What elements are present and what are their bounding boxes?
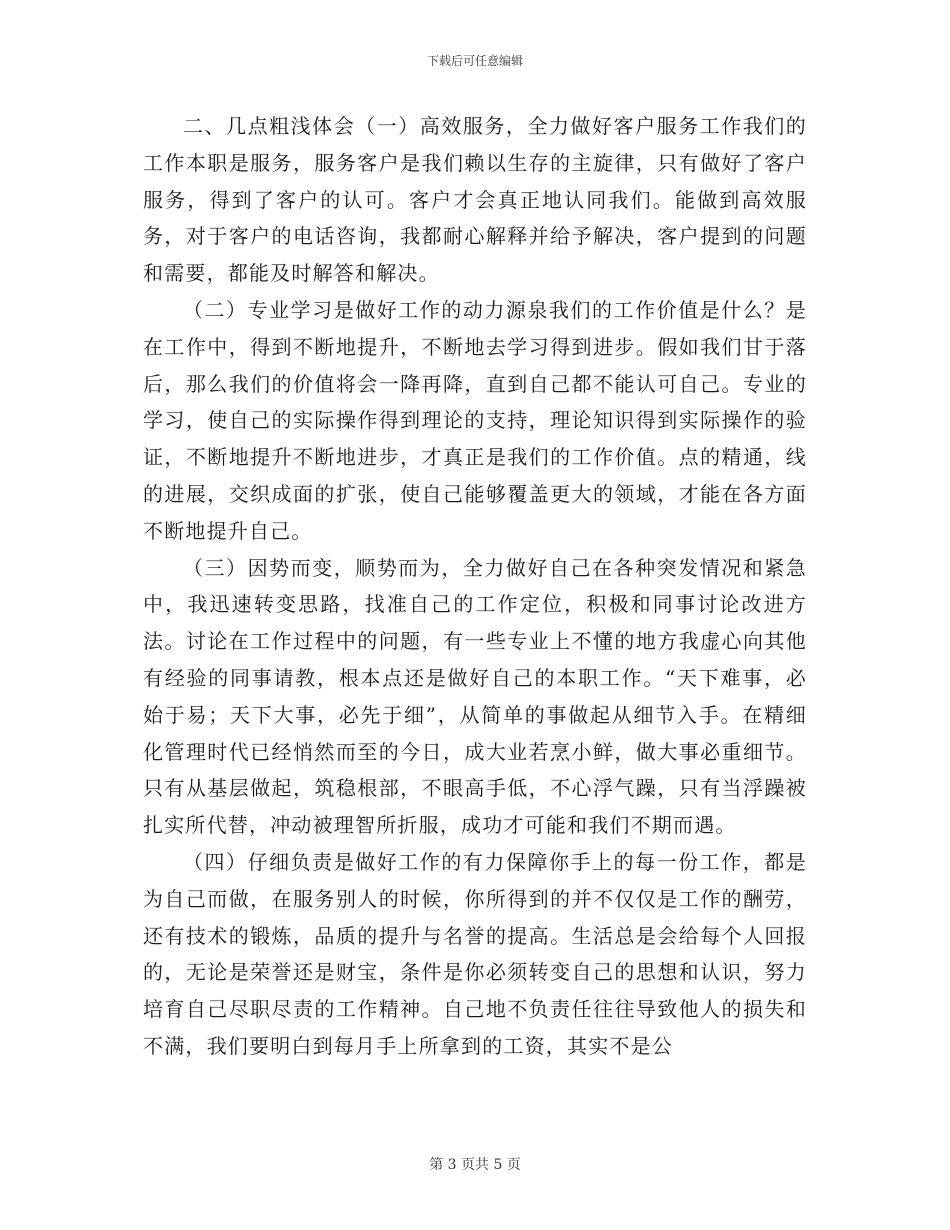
page-number: 第 3 页共 5 页 bbox=[429, 1157, 521, 1173]
paragraph-3: （三）因势而变，顺势而为，全力做好自己在各种突发情况和紧急中，我迅速转变思路，找准自己的工作定位，积极和同事讨论改进方法。讨论在工作过程中的问题，有一些专业上不懂的地方我虚心向其他有经验的同事请教，根本点还是做好自己的本职工作。“天下难事，必始于易；天下大事，必先于细”，从简单的事做起从细节入手。在精细化管理时代已经悄然而至的今日，成大业若烹小鲜，做大事必重细节。只有从基层做起，筑稳根部，不眼高手低，不心浮气躁，只有当浮躁被扎实所代替，冲动被理智所折服，成功才可能和我们不期而遇。 bbox=[143, 555, 807, 838]
paragraph-1: 二、几点粗浅体会（一）高效服务，全力做好客户服务工作我们的工作本职是服务，服务客户是我们赖以生存的主旋律，只有做好了客户服务，得到了客户的认可。客户才会真正地认同我们。能做到高效服务，对于客户的电话咨询，我都耐心解释并给予解决，客户提到的问题和需要，都能及时解答和解决。 bbox=[143, 114, 807, 286]
paragraph-4: （四）仔细负责是做好工作的有力保障你手上的每一份工作，都是为自己而做，在服务别人的时候，你所得到的并不仅仅是工作的酬劳，还有技术的锻炼，品质的提升与名誉的提高。生活总是会给每个人回报的，无论是荣誉还是财宝，条件是你必须转变自己的思想和认识，努力培育自己尽职尽责的工作精神。自己地不负责任往往导致他人的损失和不满，我们要明白到每月手上所拿到的工资，其实不是公 bbox=[143, 849, 807, 1058]
paragraph-2: （二）专业学习是做好工作的动力源泉我们的工作价值是什么？是在工作中，得到不断地提升，不断地去学习得到进步。假如我们甘于落后，那么我们的价值将会一降再降，直到自己都不能认可自己。专业的学习，使自己的实际操作得到理论的支持，理论知识得到实际操作的验证，不断地提升不断地进步，才真正是我们的工作价值。点的精通，线的进展，交织成面的扩张，使自己能够覆盖更大的领域，才能在各方面不断地提升自己。 bbox=[143, 297, 807, 543]
document-body bbox=[143, 108, 807, 1065]
page-header-note: 下载后可任意编辑 bbox=[426, 54, 523, 68]
